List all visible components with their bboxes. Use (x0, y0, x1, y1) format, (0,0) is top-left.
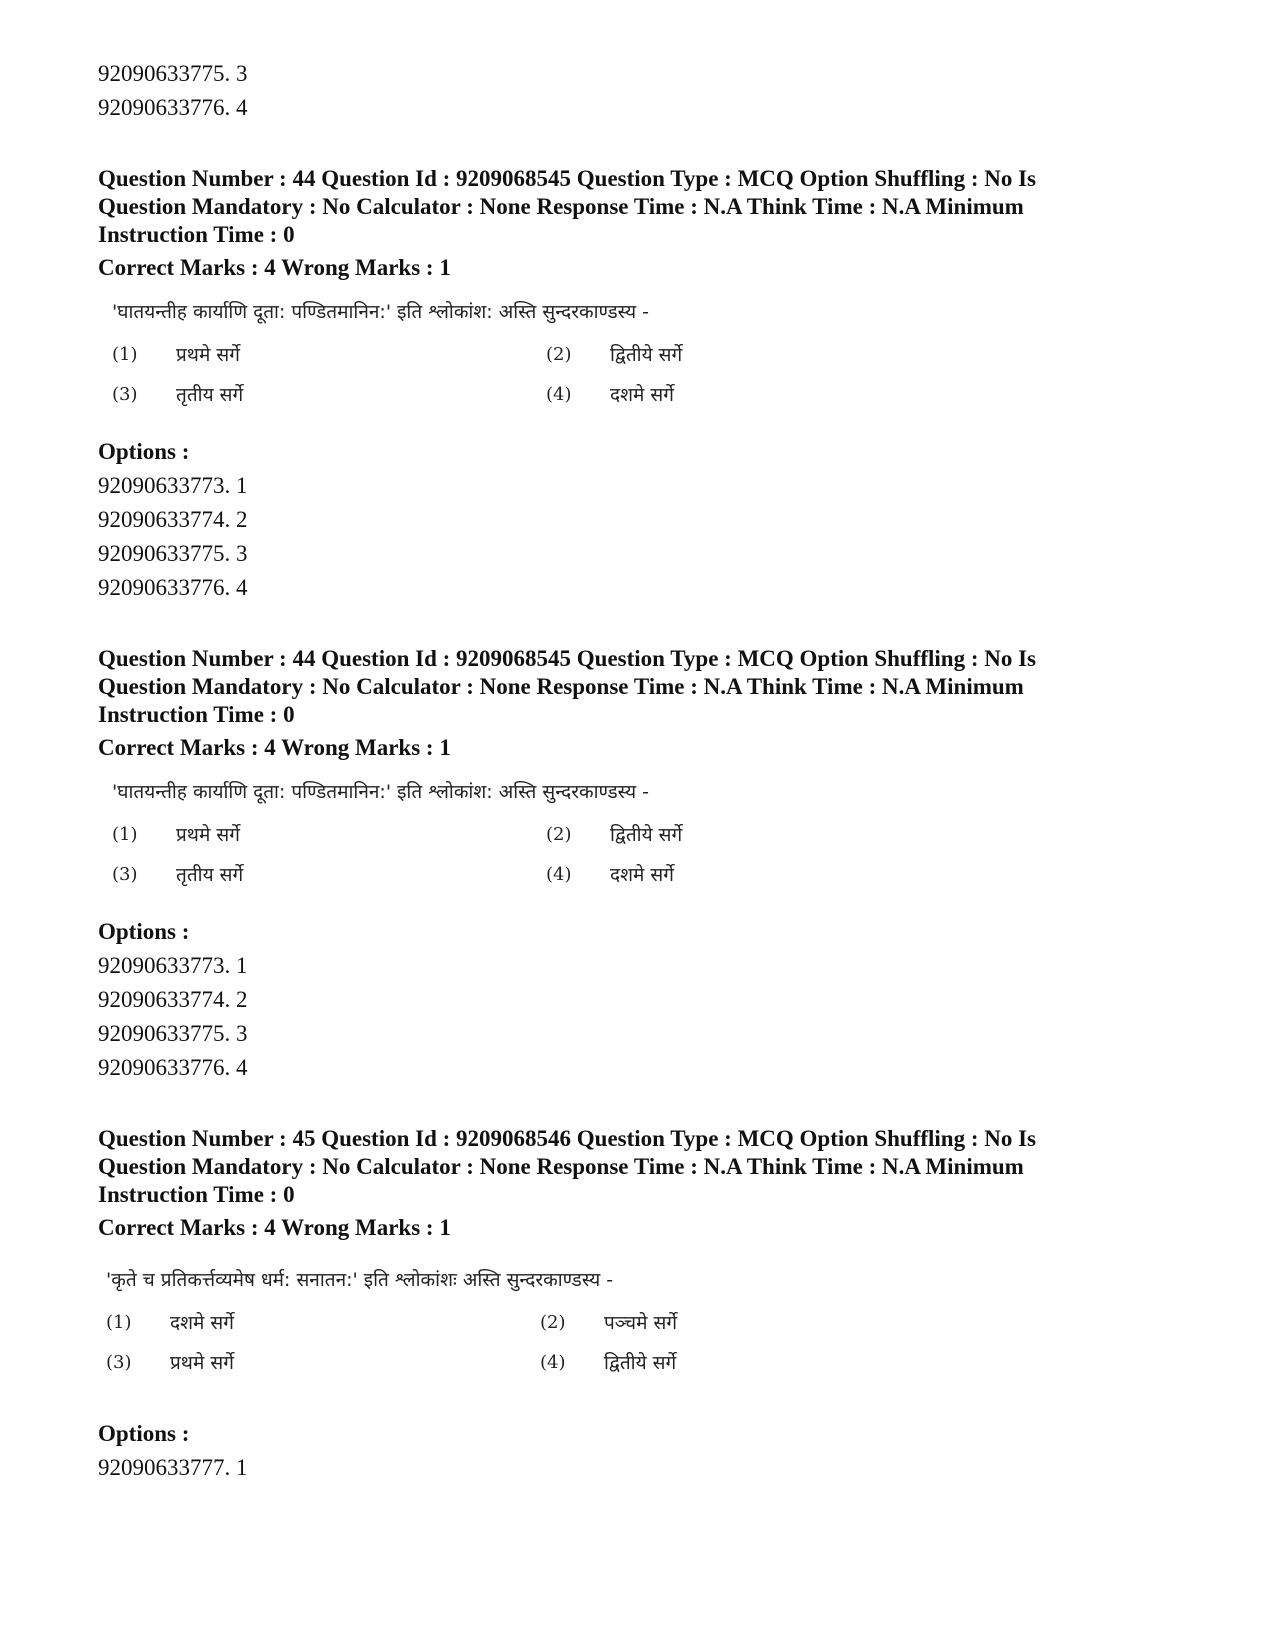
question-block-1 (98, 165, 1188, 605)
question-stem: 'घातयन्तीह कार्याणि दूता: पण्डितमानिन:' इति श्लोकांश: अस्ति सुन्दरकाण्डस्य - (112, 781, 649, 803)
choice-grid (106, 1307, 1188, 1377)
question-stem: 'घातयन्तीह कार्याणि दूता: पण्डितमानिन:' इति श्लोकांश: अस्ति सुन्दरकाण्डस्य - (112, 301, 649, 323)
choice-item (112, 339, 546, 369)
question-header-line: Instruction Time : 0 (98, 1182, 295, 1207)
document-page (98, 57, 1188, 1485)
option-line: 92090633773. 1 (98, 953, 248, 978)
choice-number: (3) (112, 383, 138, 405)
choice-number: (4) (546, 383, 572, 405)
choice-number: (3) (112, 863, 138, 885)
choice-text: दशमे सर्गे (610, 384, 674, 406)
top-options-list (98, 57, 1188, 125)
choice-text: तृतीय सर्गे (176, 384, 244, 406)
question-image (112, 297, 1188, 409)
choice-item (106, 1347, 540, 1377)
option-line: 92090633775. 3 (98, 61, 248, 86)
option-line: 92090633775. 3 (98, 1021, 248, 1046)
option-line: 92090633775. 3 (98, 541, 248, 566)
question-block-3 (98, 1125, 1188, 1485)
question-header-line: Question Mandatory : No Calculator : None Response Time : N.A Think Time : N.A Minimum (98, 674, 1024, 699)
options-label: Options : (98, 1421, 190, 1446)
option-line: 92090633776. 4 (98, 1055, 248, 1080)
question-header-line: Question Mandatory : No Calculator : None Response Time : N.A Think Time : N.A Minimum (98, 1154, 1024, 1179)
choice-text: द्वितीये सर्गे (610, 344, 683, 366)
choice-item (112, 859, 546, 889)
choice-text: दशमे सर्गे (610, 864, 674, 886)
choice-text: प्रथमे सर्गे (176, 824, 240, 846)
marks-line: Correct Marks : 4 Wrong Marks : 1 (98, 735, 451, 760)
option-line: 92090633774. 2 (98, 507, 248, 532)
choice-item (540, 1307, 740, 1337)
choice-number: (1) (106, 1311, 132, 1333)
question-header-line: Question Number : 44 Question Id : 9209068545 Question Type : MCQ Option Shuffling : No Is (98, 166, 1037, 191)
marks-line: Correct Marks : 4 Wrong Marks : 1 (98, 255, 451, 280)
choice-text: प्रथमे सर्गे (170, 1352, 234, 1374)
choice-number: (1) (112, 343, 138, 365)
choice-text: तृतीय सर्गे (176, 864, 244, 886)
choice-number: (2) (546, 343, 572, 365)
choice-item (546, 819, 746, 849)
choice-number: (4) (540, 1351, 566, 1373)
question-header-line: Instruction Time : 0 (98, 222, 295, 247)
option-line: 92090633773. 1 (98, 473, 248, 498)
choice-text: दशमे सर्गे (170, 1312, 234, 1334)
choice-item (540, 1347, 740, 1377)
question-header-line: Question Number : 44 Question Id : 9209068545 Question Type : MCQ Option Shuffling : No Is (98, 646, 1037, 671)
option-line: 92090633777. 1 (98, 1455, 248, 1480)
choice-item (112, 819, 546, 849)
option-line: 92090633774. 2 (98, 987, 248, 1012)
choice-text: द्वितीये सर्गे (604, 1352, 677, 1374)
choice-number: (1) (112, 823, 138, 845)
question-header-line: Question Number : 45 Question Id : 9209068546 Question Type : MCQ Option Shuffling : No Is (98, 1126, 1037, 1151)
choice-item (546, 379, 746, 409)
choice-item (546, 859, 746, 889)
question-stem: 'कृते च प्रतिकर्त्तव्यमेष धर्म: सनातन:' इति श्लोकांशः अस्ति सुन्दरकाण्डस्य - (106, 1269, 614, 1291)
option-line: 92090633776. 4 (98, 95, 248, 120)
choice-text: द्वितीये सर्गे (610, 824, 683, 846)
options-label: Options : (98, 919, 190, 944)
choice-number: (2) (540, 1311, 566, 1333)
choice-number: (2) (546, 823, 572, 845)
choice-item (546, 339, 746, 369)
question-block-2 (98, 645, 1188, 1085)
choice-grid (112, 819, 1188, 889)
marks-line: Correct Marks : 4 Wrong Marks : 1 (98, 1215, 451, 1240)
question-header-line: Question Mandatory : No Calculator : None Response Time : N.A Think Time : N.A Minimum (98, 194, 1024, 219)
question-header-line: Instruction Time : 0 (98, 702, 295, 727)
choice-grid (112, 339, 1188, 409)
choice-text: प्रथमे सर्गे (176, 344, 240, 366)
choice-item (112, 379, 546, 409)
question-image (106, 1265, 1188, 1377)
choice-number: (4) (546, 863, 572, 885)
choice-text: पञ्चमे सर्गे (604, 1312, 678, 1334)
options-label: Options : (98, 439, 190, 464)
question-image (112, 777, 1188, 889)
choice-number: (3) (106, 1351, 132, 1373)
option-line: 92090633776. 4 (98, 575, 248, 600)
choice-item (106, 1307, 540, 1337)
